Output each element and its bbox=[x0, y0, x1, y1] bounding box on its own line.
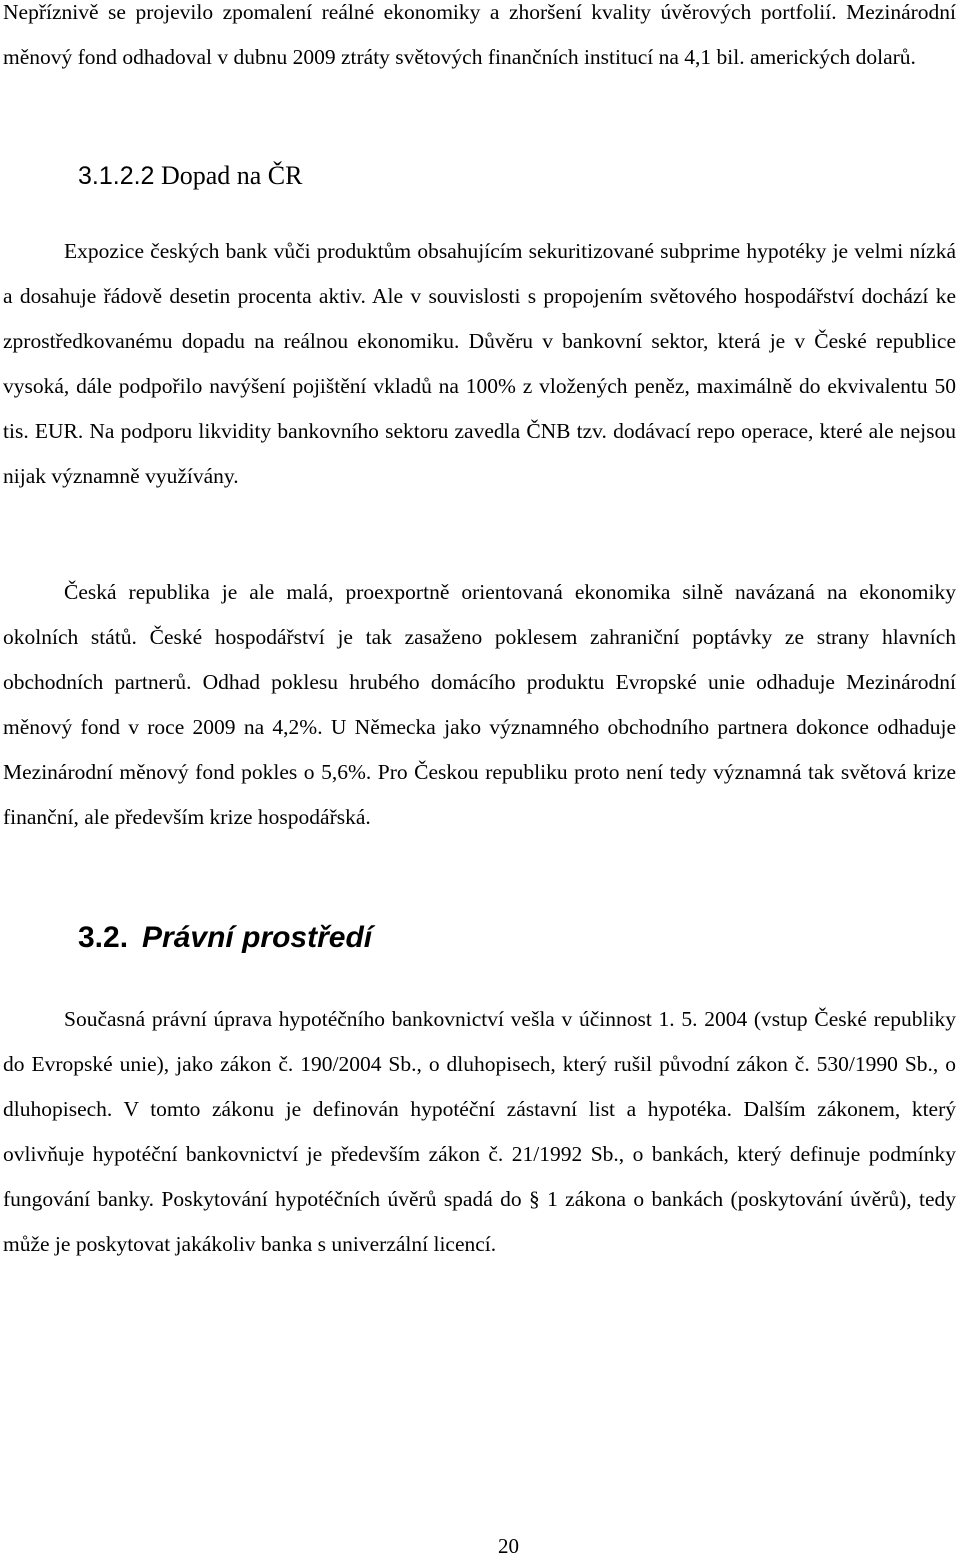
subsection-number: 3.1.2.2 bbox=[78, 162, 155, 190]
paragraph-pravni: Současná právní úprava hypotéčního bankovnictví vešla v účinnost 1. 5. 2004 (vstup České republiky do Evropské unie), jako zákon č. 190/2004 Sb., o dluhopisech, který rušil původní zákon č. 530/1990 Sb., o dluhopisech. V tomto zákonu je definován hypotéční zástavní list a hypotéka. Dalším zákonem, který ovlivňuje hypotéční bankovnictví je především zákon č. 21/1992 Sb., o bankách, který definuje podmínky fungování banky. Poskytování hypotéčních úvěrů spadá do § 1 zákona o bankách (poskytování úvěrů), tedy může je poskytovat jakákoliv banka s univerzální licencí. bbox=[3, 1007, 956, 1256]
paragraph-dopad-2: Česká republika je ale malá, proexportně orientovaná ekonomika silně navázaná na ekonomiky okolních států. České hospodářství je tak zasaženo poklesem zahraniční poptávky ze strany hlavních obchodních partnerů. Odhad poklesu hrubého domácího produktu Evropské unie odhaduje Mezinárodní měnový fond v roce 2009 na 4,2%. U Německa jako významného obchodního partnera dokonce odhaduje Mezinárodní měnový fond pokles o 5,6%. Pro Českou republiku proto není tedy významná tak světová krize finanční, ale především krize hospodářská. bbox=[3, 580, 956, 829]
section-number: 3.2. bbox=[78, 921, 129, 954]
paragraph-dopad-1: Expozice českých bank vůči produktům obsahujícím sekuritizované subprime hypotéky je velmi nízká a dosahuje řádově desetin procenta aktiv. Ale v souvislosti s propojením světového hospodářství dochází ke zprostředkovanému dopadu na reálnou ekonomiku. Důvěru v bankovní sektor, která je v České republice vysoká, dále podpořilo navýšení pojištění vkladů na 100% z vložených peněz, maximálně do ekvivalentu 50 tis. EUR. Na podporu likvidity bankovního sektoru zavedla ČNB tzv. dodávací repo operace, které ale nejsou nijak významně využívány. bbox=[3, 239, 956, 488]
section-heading bbox=[78, 913, 372, 963]
subsection-title: Dopad na ČR bbox=[160, 161, 303, 190]
paragraph-intro: Nepříznivě se projevilo zpomalení reálné ekonomiky a zhoršení kvality úvěrových portfolií. Mezinárodní měnový fond odhadoval v dubnu 2009 ztráty světových finančních institucí na 4,1 bil. amerických dolarů. bbox=[3, 0, 956, 69]
page-number: 20 bbox=[498, 1534, 519, 1558]
section-title: Právní prostředí bbox=[142, 921, 373, 954]
subsection-heading bbox=[78, 153, 303, 199]
